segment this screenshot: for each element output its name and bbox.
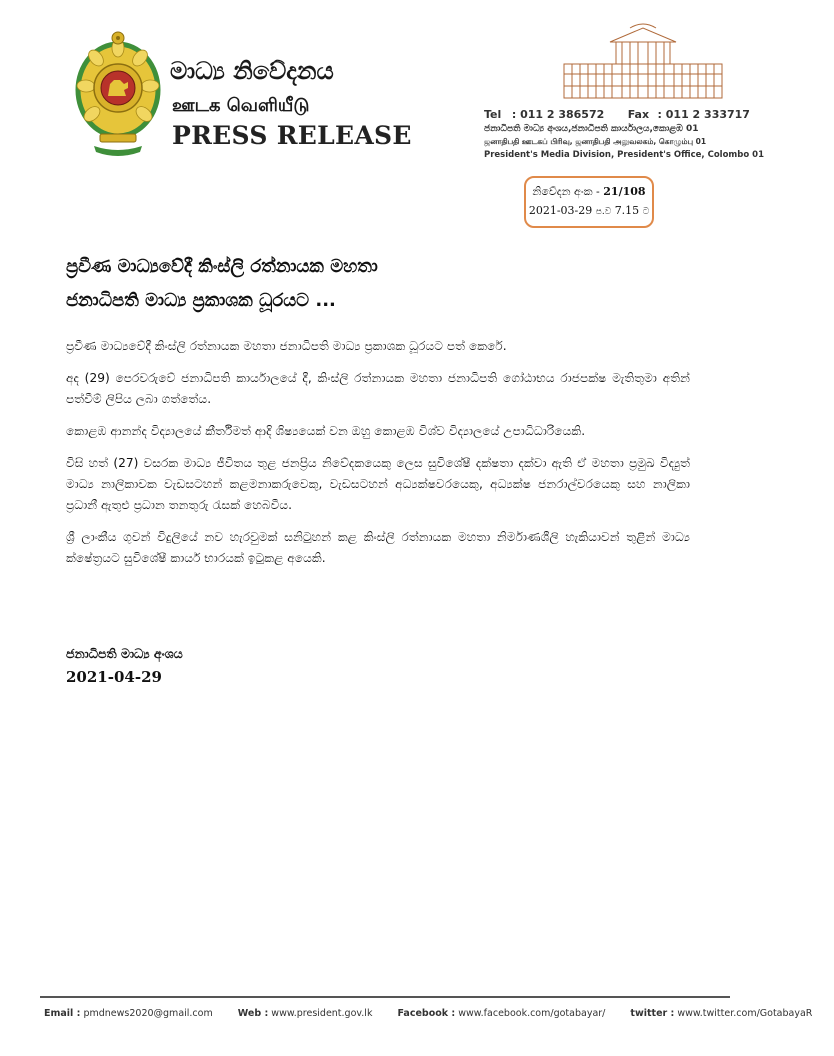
- footer-facebook: [397, 1008, 616, 1019]
- sri-lanka-emblem-icon: [74, 30, 162, 160]
- body-paragraph-5: ශ්‍රී ලාංකීය ගුවන් විදුලියේ නව හැරවුමක් සනිටුහන් කළ කිංස්ලි රත්නායක මහතා නිර්මාණශීලි හැකියාවන් තුළින් මාධ්‍ය ක්ෂේත්‍රයට සුවිශේෂී කාර්ය භාරයක් ඉටුකළ අයෙකි.: [66, 530, 690, 565]
- body-paragraph-2: අද (29) පෙරවරුවේ ජනාධිපති කාර්යාලයේ දී, කිංස්ලි රත්නායක මහතා ජනාධිපති ගෝඨාභය රාජපක්ෂ මැතිතුමා අතින් පත්වීම් ලිපිය ලබා ගත්තේය.: [66, 371, 690, 406]
- web-value: www.president.gov.lk: [271, 1008, 373, 1019]
- fax-label: Fax: [627, 108, 650, 121]
- release-body: [66, 336, 690, 580]
- release-datetime-line: [526, 201, 652, 222]
- fax-value: : 011 2 333717: [657, 108, 750, 121]
- headline-line-1: ප්‍රවීණ මාධ්‍යවේදී කිංස්ලි රත්නායක මහතා: [66, 256, 378, 277]
- release-time-suffix: ට: [642, 207, 650, 217]
- email-value: pmdnews2020@gmail.com: [83, 1008, 213, 1019]
- body-paragraph-4: විසි හත් (27) වසරක මාධ්‍ය ජීවිතය තුළ ජනප්‍රිය නිවේදකයෙකු ලෙස සුවිශේෂී දක්ෂතා දක්වා ඇති ඒ මහතා ප්‍රමුඛ විද්‍යුත් මාධ්‍ය නාලිකාවක වැඩසටහන් කළමනාකරුවෙකු, වැඩසටහන් අධ්‍යක්ෂවරයෙකු, අධ්‍යක්ෂ ජනරාල්වරයෙකු සහ නාලිකා ප්‍රධානී ඇතුළු ප්‍රධාන තනතුරු රැසක් හෙබවීය.: [66, 456, 690, 512]
- footer-divider: [40, 996, 730, 998]
- body-paragraph-3: කොළඹ ආනන්ද විද්‍යාලයේ කීර්තිමත් ආදි ශිෂ්‍යයෙක් වන ඔහු කොළඹ විශ්ව විද්‍යාලයේ උපාධිධාරියෙකි.: [66, 424, 586, 438]
- twitter-value: www.twitter.com/GotabayaR: [677, 1008, 813, 1019]
- address-english: President's Media Division, President's Office, Colombo 01: [484, 150, 764, 160]
- release-number-line: [526, 182, 652, 201]
- footer-email: [44, 1008, 224, 1019]
- header-title-tamil: ஊடக வெளியீடு: [172, 95, 310, 116]
- footer-web: [238, 1008, 384, 1019]
- body-paragraph-1: ප්‍රවීණ මාධ්‍යවේදී කිංස්ලි රත්නායක මහතා ජනාධිපති මාධ්‍ය ප්‍රකාශක ධූරයට පත් කෙරේ.: [66, 339, 507, 353]
- address-tamil: ஜனாதிபதி ஊடகப் பிரிவு, ஜனாதிபதி அலுவலகம், கொழும்பு 01: [484, 137, 707, 146]
- address-sinhala: ජනාධිපති මාධ්‍ය අංශය,ජනාධිපති කාර්යාලය,කොළඹ 01: [484, 124, 699, 134]
- headline-line-2: ජනාධිපති මාධ්‍ය ප්‍රකාශක ධූරයට ...: [66, 290, 336, 311]
- release-time-value: 7.15: [614, 204, 640, 217]
- release-reference-box: [524, 176, 654, 228]
- footer-contacts: [44, 1008, 813, 1019]
- tel-value: : 011 2 386572: [511, 108, 605, 121]
- facebook-label: Facebook :: [397, 1008, 456, 1019]
- presidential-secretariat-building-icon: [560, 24, 726, 102]
- twitter-label: twitter :: [630, 1008, 675, 1019]
- footer-twitter: [630, 1008, 823, 1019]
- signature-date: 2021-04-29: [66, 668, 162, 686]
- web-label: Web :: [237, 1008, 269, 1019]
- tel-label: Tel: [484, 108, 502, 121]
- release-number-value: 21/108: [603, 185, 646, 198]
- signature-division: ජනාධිපති මාධ්‍ය අංශය: [66, 646, 183, 661]
- contact-block: [484, 108, 764, 160]
- headline: [66, 250, 686, 318]
- header-title-sinhala: මාධ්‍ය නිවේදනය: [170, 57, 334, 85]
- header-title-english: PRESS RELEASE: [172, 121, 412, 150]
- release-time-label: ප.ව: [595, 207, 612, 217]
- release-number-label: නිවේදන අංක -: [532, 185, 600, 198]
- phone-fax-row: [484, 108, 750, 121]
- email-label: Email :: [44, 1008, 81, 1019]
- release-date: 2021-03-29: [528, 204, 593, 217]
- facebook-value: www.facebook.com/gotabayar/: [458, 1008, 606, 1019]
